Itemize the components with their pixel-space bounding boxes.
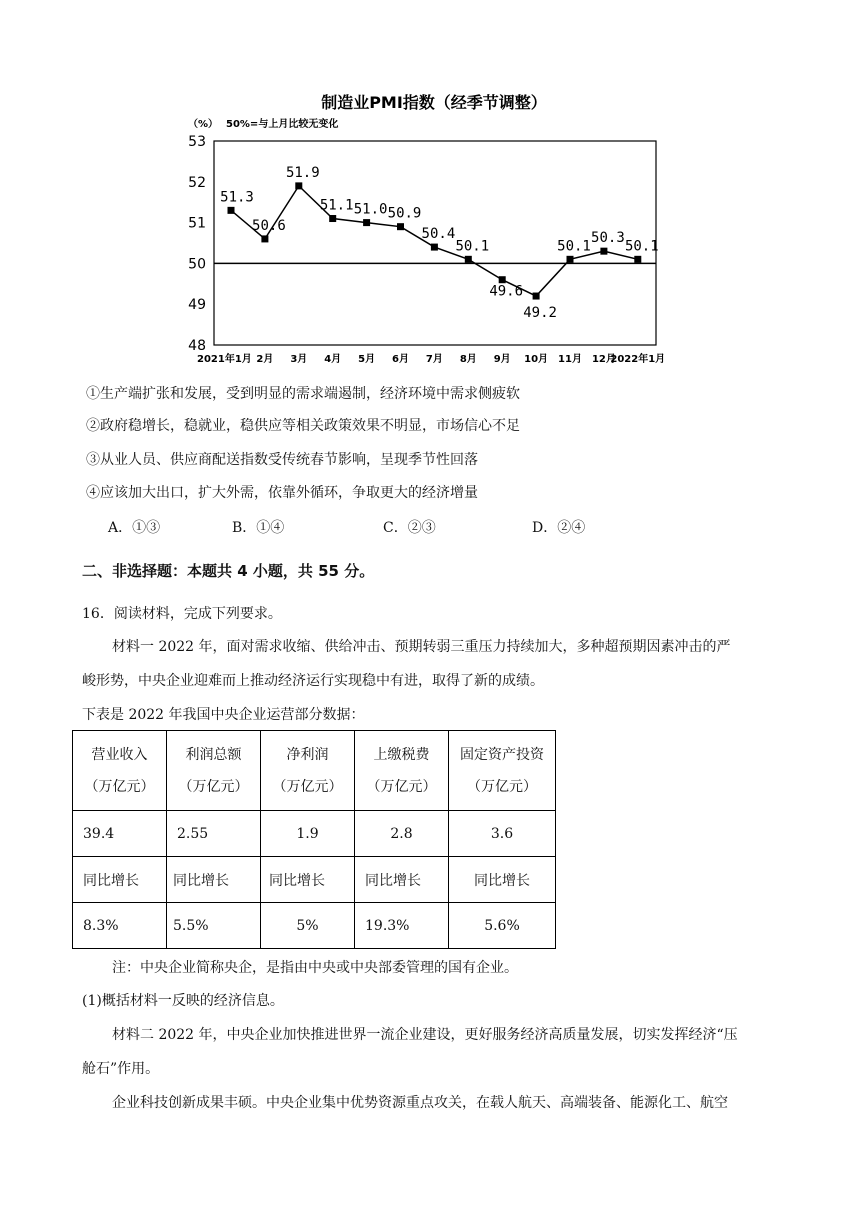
data-labels <box>220 165 659 321</box>
x-tick-label: 4月 <box>324 354 342 365</box>
option-1: ①生产端扩张和发展，受到明显的需求端遏制，经济环境中需求侧疲软 <box>86 386 520 402</box>
header-revenue: 营业收入 （万亿元） <box>73 731 167 811</box>
header-taxes: 上缴税费 （万亿元） <box>355 731 449 811</box>
table-cell: 5.6% <box>449 903 556 949</box>
option-3: ③从业人员、供应商配送指数受传统春节影响，呈现季节性回落 <box>86 452 478 468</box>
data-point <box>329 215 336 222</box>
x-tick-label: 7月 <box>425 354 443 365</box>
table-cell: 同比增长 <box>167 857 261 903</box>
data-label: 49.2 <box>523 305 557 322</box>
y-tick-label: 53 <box>188 134 206 150</box>
table-cell: 同比增长 <box>73 857 167 903</box>
data-point <box>295 182 302 189</box>
data-label: 50.1 <box>455 238 490 255</box>
data-label: 50.6 <box>252 217 286 234</box>
data-point <box>634 256 641 263</box>
x-tick-label: 12月 <box>591 354 616 365</box>
data-label: 50.1 <box>624 238 659 255</box>
table-cell: 8.3% <box>73 903 167 949</box>
table-cell: 同比增长 <box>449 857 556 903</box>
table-cell: 5.5% <box>167 903 261 949</box>
material-1-line-2: 峻形势，中央企业迎难而上推动经济运行实现稳中有进，取得了新的成绩。 <box>82 673 544 689</box>
chart-note: 50%=与上月比较无变化 <box>226 119 339 130</box>
table-cell: 同比增长 <box>355 857 449 903</box>
x-tick-label: 2月 <box>256 354 274 365</box>
table-cell: 3.6 <box>449 811 556 857</box>
x-tick-label: 9月 <box>493 354 511 365</box>
table-cell: 2.8 <box>355 811 449 857</box>
x-tick-label: 3月 <box>290 354 308 365</box>
data-point <box>397 223 404 230</box>
material-1-line-1: 材料一 2022 年，面对需求收缩、供给冲击、预期转弱三重压力持续加大，多种超预期因素冲击的严 <box>112 639 731 655</box>
choice-d: D．②④ <box>532 520 586 536</box>
table-row-growth-values <box>73 903 556 949</box>
table-note: 注：中央企业简称央企，是指由中央或中央部委管理的国有企业。 <box>112 960 518 976</box>
data-point <box>261 235 268 242</box>
header-net-profit: 净利润 （万亿元） <box>261 731 355 811</box>
data-label: 50.9 <box>387 205 422 222</box>
data-point <box>533 293 540 300</box>
x-tick-label: 5月 <box>358 354 376 365</box>
data-point <box>600 248 607 255</box>
question-16-stem: 16．阅读材料，完成下列要求。 <box>82 606 282 622</box>
chart-title: 制造业PMI指数（经季节调整） <box>321 93 547 112</box>
table-cell: 同比增长 <box>261 857 355 903</box>
data-point <box>465 256 472 263</box>
x-tick-label: 11月 <box>558 354 582 365</box>
data-label: 51.3 <box>220 189 254 206</box>
y-tick-label: 50 <box>188 256 206 273</box>
y-tick-label: 48 <box>188 338 206 354</box>
y-tick-label: 51 <box>188 215 206 232</box>
option-2: ②政府稳增长，稳就业，稳供应等相关政策效果不明显，市场信心不足 <box>86 418 520 434</box>
choice-a: A．①③ <box>108 520 161 536</box>
data-point <box>431 244 438 251</box>
data-label: 50.4 <box>421 226 456 243</box>
y-axis <box>188 134 206 354</box>
table-row-growth-labels <box>73 857 556 903</box>
table-row-values <box>73 811 556 857</box>
x-tick-label: 2021年1月 <box>197 354 252 365</box>
data-label: 49.6 <box>489 283 524 300</box>
y-tick-label: 52 <box>188 174 206 191</box>
data-label: 51.1 <box>319 197 354 214</box>
header-total-profit: 利润总额 （万亿元） <box>167 731 261 811</box>
table-cell: 39.4 <box>73 811 167 857</box>
choice-b: B．①④ <box>232 520 285 536</box>
material-2-line-2: 舱石”作用。 <box>82 1061 160 1077</box>
table-header-row <box>73 731 556 811</box>
data-label: 51.9 <box>285 164 320 181</box>
data-point <box>228 207 235 214</box>
material-2-line-1: 材料二 2022 年，中央企业加快推进世界一流企业建设，更好服务经济高质量发展，切实发挥经济“压 <box>112 1027 738 1043</box>
pmi-line-chart <box>0 0 860 380</box>
x-tick-label: 2022年1月 <box>610 354 666 365</box>
data-label: 50.3 <box>591 230 625 247</box>
chart-unit-label: （%） <box>188 119 219 130</box>
sub-question-1: (1)概括材料一反映的经济信息。 <box>82 993 284 1009</box>
data-point <box>567 256 574 263</box>
table-cell: 5% <box>261 903 355 949</box>
data-point <box>363 219 370 226</box>
data-point <box>499 276 506 283</box>
data-label: 50.1 <box>557 238 591 255</box>
x-tick-label: 8月 <box>459 354 477 365</box>
choice-c: C．②③ <box>383 520 436 536</box>
y-tick-label: 49 <box>188 297 206 314</box>
material-2-line-3: 企业科技创新成果丰硕。中央企业集中优势资源重点攻关，在载人航天、高端装备、能源化工、航空 <box>112 1095 728 1111</box>
section-title: 二、非选择题：本题共 4 小题，共 55 分。 <box>82 562 375 580</box>
x-tick-label: 6月 <box>392 354 409 365</box>
data-label: 51.0 <box>353 201 388 218</box>
table-cell: 2.55 <box>167 811 261 857</box>
table-cell: 19.3% <box>355 903 449 949</box>
header-fixed-investment: 固定资产投资 （万亿元） <box>449 731 556 811</box>
central-enterprise-data-table <box>72 730 556 949</box>
option-4: ④应该加大出口，扩大外需，依靠外循环，争取更大的经济增量 <box>86 485 478 501</box>
table-cell: 1.9 <box>261 811 355 857</box>
table-intro: 下表是 2022 年我国中央企业运营部分数据： <box>82 707 365 723</box>
x-axis <box>197 352 665 365</box>
x-tick-label: 10月 <box>524 354 549 365</box>
